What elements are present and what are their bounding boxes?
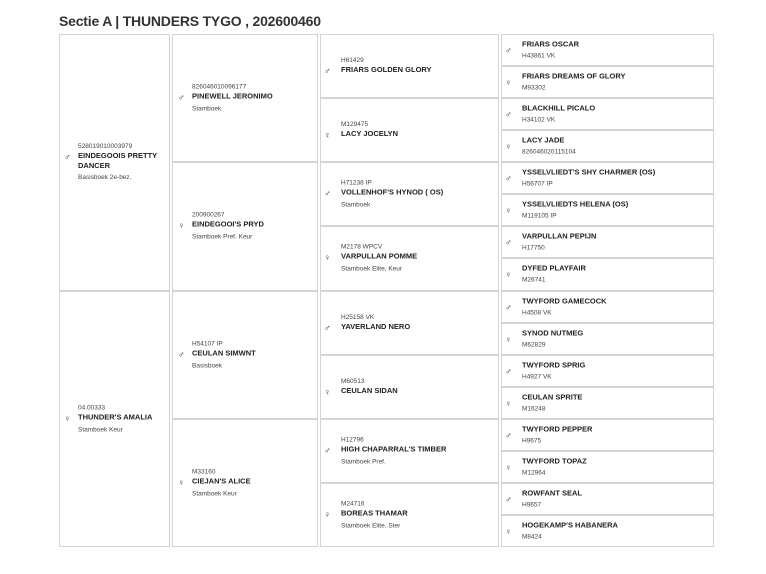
- horse-name: TWYFORD GAMECOCK: [522, 296, 607, 306]
- registration-number: M8424: [522, 533, 542, 541]
- male-icon: ♂: [505, 302, 512, 313]
- horse-name: CIEJAN'S ALICE: [192, 476, 251, 486]
- studbook-label: Stamboek Keur: [192, 490, 237, 498]
- pedigree-ancestor-cell[interactable]: [320, 291, 499, 355]
- male-icon: ♂: [178, 92, 185, 103]
- pedigree-ancestor-cell[interactable]: [501, 66, 714, 98]
- registration-number: M93302: [522, 84, 546, 92]
- pedigree-ancestor-cell[interactable]: [501, 515, 714, 547]
- horse-name: EINDEGOOI'S PRYD: [192, 219, 264, 229]
- horse-name: LACY JOCELYN: [341, 129, 399, 139]
- female-icon: ♀: [178, 477, 185, 488]
- studbook-label: Basisboek 2e-bez.: [78, 174, 132, 182]
- horse-name: FRIARS OSCAR: [522, 39, 580, 49]
- registration-number: M119105 IP: [522, 212, 557, 220]
- studbook-label: Stamboek Pref. Keur: [192, 233, 253, 241]
- pedigree-ancestor-cell[interactable]: [501, 226, 714, 258]
- horse-name: CEULAN SIMWNT: [192, 348, 256, 358]
- registration-number: 200900267: [192, 211, 225, 219]
- horse-name: FRIARS DREAMS OF GLORY: [522, 71, 626, 81]
- registration-number: M16248: [522, 405, 546, 413]
- pedigree-grandparent-cell[interactable]: [172, 291, 318, 419]
- male-icon: ♂: [324, 66, 331, 77]
- registration-number: M33160: [192, 468, 216, 476]
- horse-name: HIGH CHAPARRAL'S TIMBER: [341, 444, 447, 454]
- pedigree-grandparent-cell[interactable]: [172, 419, 318, 547]
- registration-number: 04.00333: [78, 404, 106, 412]
- studbook-label: Stamboek: [341, 201, 371, 209]
- studbook-label: Stamboek: [192, 105, 222, 113]
- female-icon: ♀: [505, 526, 512, 537]
- pedigree-grandparent-cell[interactable]: [172, 34, 318, 162]
- registration-number: H71238 IP: [341, 179, 372, 187]
- female-icon: ♀: [178, 220, 185, 231]
- female-icon: ♀: [505, 398, 512, 409]
- female-icon: ♀: [64, 413, 71, 424]
- male-icon: ♂: [505, 45, 512, 56]
- horse-name: EINDEGOOIS PRETTY DANCER: [78, 151, 158, 171]
- female-icon: ♀: [505, 334, 512, 345]
- pedigree-ancestor-cell[interactable]: [501, 323, 714, 355]
- registration-number: M12964: [522, 469, 546, 477]
- pedigree-ancestor-cell[interactable]: [501, 483, 714, 515]
- female-icon: ♀: [324, 509, 331, 520]
- female-icon: ♀: [324, 130, 331, 141]
- pedigree-ancestor-cell[interactable]: [320, 162, 499, 226]
- registration-number: H4508 VK: [522, 309, 552, 317]
- male-icon: ♂: [324, 322, 331, 333]
- male-icon: ♂: [324, 188, 331, 199]
- male-icon: ♂: [64, 152, 71, 163]
- male-icon: ♂: [505, 494, 512, 505]
- pedigree-ancestor-cell[interactable]: [501, 355, 714, 387]
- female-icon: ♀: [324, 252, 331, 263]
- registration-number: H54107 IP: [192, 340, 223, 348]
- pedigree-dam-cell[interactable]: [59, 291, 170, 548]
- female-icon: ♀: [505, 77, 512, 88]
- registration-number: H12796: [341, 436, 364, 444]
- horse-name: SYNOD NUTMEG: [522, 328, 584, 338]
- registration-number: M62829: [522, 341, 546, 349]
- male-icon: ♂: [505, 173, 512, 184]
- horse-name: TWYFORD SPRIG: [522, 360, 586, 370]
- registration-number: H61429: [341, 57, 364, 65]
- registration-number: H25158 VK: [341, 313, 375, 321]
- registration-number: M2178 WPCV: [341, 243, 383, 251]
- horse-name: VOLLENHOF'S HYNOD ( OS): [341, 187, 444, 197]
- horse-name: ROWFANT SEAL: [522, 488, 582, 498]
- male-icon: ♂: [505, 430, 512, 441]
- male-icon: ♂: [505, 366, 512, 377]
- horse-name: VARPULLAN PEPIJN: [522, 231, 597, 241]
- horse-name: YAVERLAND NERO: [341, 321, 411, 331]
- pedigree-ancestor-cell[interactable]: [501, 98, 714, 130]
- pedigree-ancestor-cell[interactable]: [320, 355, 499, 419]
- horse-name: YSSELVLIEDT'S SHY CHARMER (OS): [522, 167, 656, 177]
- horse-name: DYFED PLAYFAIR: [522, 263, 586, 273]
- pedigree-ancestor-cell[interactable]: [320, 226, 499, 290]
- female-icon: ♀: [505, 141, 512, 152]
- female-icon: ♀: [505, 462, 512, 473]
- pedigree-ancestor-cell[interactable]: [501, 291, 714, 323]
- pedigree-ancestor-cell[interactable]: [501, 419, 714, 451]
- male-icon: ♂: [505, 109, 512, 120]
- studbook-label: Stamboek Pref.: [341, 458, 386, 466]
- pedigree-grandparent-cell[interactable]: [172, 162, 318, 290]
- registration-number: M24716: [341, 500, 365, 508]
- registration-number: 826046020115104: [522, 148, 576, 156]
- registration-number: H4927 VK: [522, 373, 552, 381]
- pedigree-ancestor-cell[interactable]: [320, 419, 499, 483]
- studbook-label: Basisboek: [192, 362, 222, 370]
- registration-number: M60513: [341, 377, 365, 385]
- page-title: Sectie A | THUNDERS TYGO , 202600460: [59, 13, 321, 29]
- male-icon: ♂: [505, 237, 512, 248]
- registration-number: 826046010096177: [192, 83, 247, 91]
- pedigree-sire-cell[interactable]: [59, 34, 170, 291]
- pedigree-ancestor-cell[interactable]: [501, 194, 714, 226]
- registration-number: H17750: [522, 244, 545, 252]
- pedigree-ancestor-cell[interactable]: [501, 162, 714, 194]
- horse-name: TWYFORD PEPPER: [522, 424, 593, 434]
- registration-number: H34102 VK: [522, 116, 556, 124]
- horse-name: HOGEKAMP'S HABANERA: [522, 520, 618, 530]
- studbook-label: Stamboek Elite, Keur: [341, 265, 403, 273]
- horse-name: CEULAN SIDAN: [341, 385, 398, 395]
- pedigree-ancestor-cell[interactable]: [320, 98, 499, 162]
- horse-name: BOREAS THAMAR: [341, 508, 408, 518]
- male-icon: ♂: [178, 349, 185, 360]
- female-icon: ♀: [505, 269, 512, 280]
- horse-name: PINEWELL JERONIMO: [192, 91, 273, 101]
- registration-number: M26741: [522, 276, 546, 284]
- pedigree-ancestor-cell[interactable]: [501, 130, 714, 162]
- registration-number: H9675: [522, 437, 542, 445]
- pedigree-ancestor-cell[interactable]: [501, 387, 714, 419]
- pedigree-ancestor-cell[interactable]: [501, 258, 714, 290]
- horse-name: TWYFORD TOPAZ: [522, 456, 587, 466]
- female-icon: ♀: [324, 386, 331, 397]
- pedigree-ancestor-cell[interactable]: [320, 34, 499, 98]
- studbook-label: Stamboek Elite, Ster: [341, 522, 401, 530]
- pedigree-ancestor-cell[interactable]: [320, 483, 499, 547]
- horse-name: LACY JADE: [522, 135, 565, 145]
- registration-number: H43861 VK: [522, 52, 556, 60]
- pedigree-ancestor-cell[interactable]: [501, 451, 714, 483]
- registration-number: H9657: [522, 501, 542, 509]
- horse-name: THUNDER'S AMALIA: [78, 412, 153, 422]
- horse-name: VARPULLAN POMME: [341, 251, 418, 261]
- male-icon: ♂: [324, 445, 331, 456]
- horse-name: CEULAN SPRITE: [522, 392, 583, 402]
- pedigree-table: [59, 34, 710, 547]
- horse-name: BLACKHILL PICALO: [522, 103, 596, 113]
- horse-name: YSSELVLIEDTS HELENA (OS): [522, 199, 629, 209]
- horse-name: FRIARS GOLDEN GLORY: [341, 65, 432, 75]
- pedigree-ancestor-cell[interactable]: [501, 34, 714, 66]
- registration-number: H56707 IP: [522, 180, 553, 188]
- registration-number: 528019010003979: [78, 143, 133, 151]
- registration-number: M129475: [341, 121, 369, 129]
- female-icon: ♀: [505, 205, 512, 216]
- studbook-label: Stamboek Keur: [78, 426, 123, 434]
